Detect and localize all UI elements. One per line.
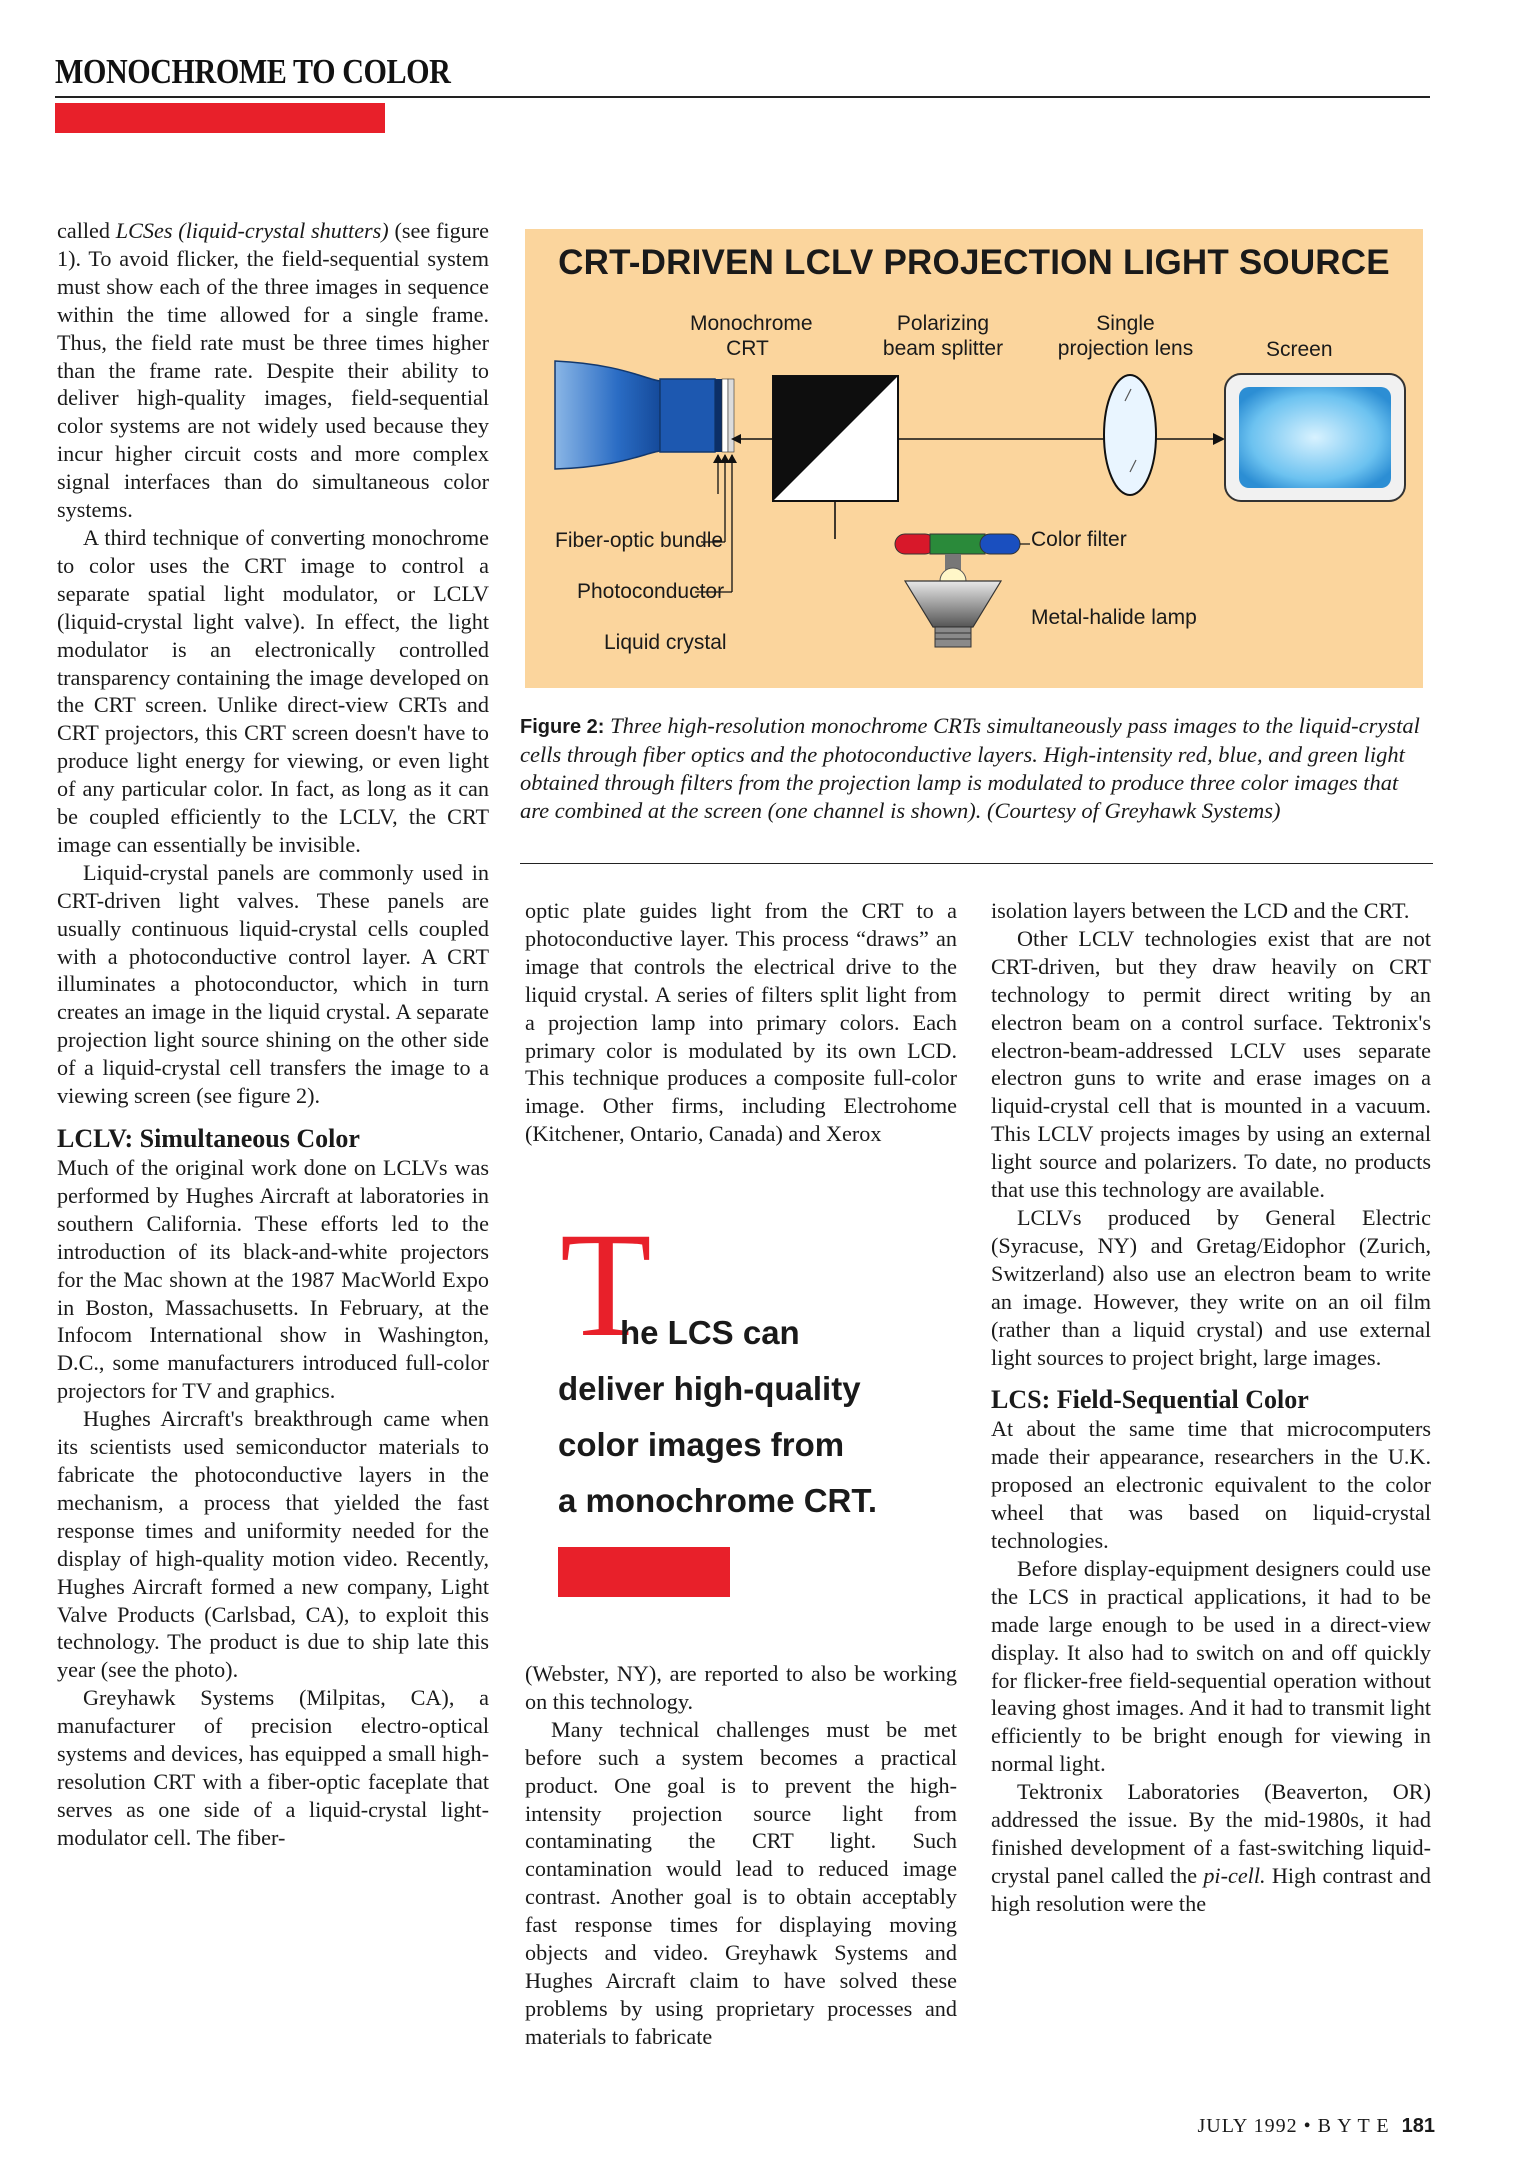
label-screen: Screen — [1266, 338, 1333, 361]
paragraph: optic plate guides light from the CRT to a photoconductive layer. This process “draws” an image that controls the electrical drive to the liquid crystal. A series of filters split light from a projection lamp into primary colors. Each primary color is modulated by its own LCD. This technique produces a composite full-color image. Other firms, including Electrohome (Kitchener, Ontario, Canada) and Xerox — [525, 898, 957, 1147]
page-number: 181 — [1401, 2115, 1435, 2137]
arrow-head — [1213, 433, 1225, 445]
lamp-reflector — [905, 581, 1001, 627]
figure-title: CRT-DRIVEN LCLV PROJECTION LIGHT SOURCE — [558, 243, 1390, 282]
fiber-bundle-layer — [715, 379, 722, 452]
section-title: MONOCHROME TO COLOR — [55, 52, 451, 91]
page-footer — [1197, 2115, 1435, 2138]
label-color-filter: Color filter — [1031, 528, 1127, 551]
paragraph: Much of the original work done on LCLVs was performed by Hughes Aircraft at laboratories in southern California. These efforts led to the introduction of its black-and-white projectors for the Mac shown at the 1987 MacWorld Expo in Boston, Massachusetts. In February, at the Infocom International show in Washington, D.C., some manufacturers introduced full-color projectors for TV and graphics. — [57, 1155, 489, 1404]
crt-face — [660, 379, 715, 452]
liquid-crystal-layer — [728, 379, 734, 452]
caption-rule — [520, 863, 1433, 864]
paragraph: isolation layers between the LCD and the CRT. — [991, 898, 1410, 923]
pullquote-line: color images from — [558, 1426, 845, 1463]
header-rule — [55, 96, 1430, 98]
column-2-bottom — [525, 1660, 957, 2051]
label-crt: Monochrome CRT — [690, 312, 813, 360]
paragraph: Liquid-crystal panels are commonly used in CRT-driven light valves. These panels are usually continuous liquid-crystal cells coupled with a photoconductive control layer. A CRT illuminates a photoconductor, which in turn creates an image in the liquid crystal. A separate projection light source shining on the other side of a liquid-crystal cell transfers the image to a viewing screen (see figure 2). — [57, 859, 489, 1109]
column-2-top — [525, 897, 957, 1148]
label-liquid-crystal: Liquid crystal — [604, 631, 727, 654]
label-lens: Single projection lens — [1057, 312, 1194, 360]
label-photoconductor: Photoconductor — [577, 580, 725, 603]
screen-surface — [1239, 387, 1391, 488]
photoconductor-layer — [722, 379, 728, 452]
filter-green — [930, 534, 985, 554]
figure-diagram — [525, 229, 1423, 688]
caption-text: Three high-resolution monochrome CRTs simultaneously pass images to the liquid-crystal cells through fiber optics and the photoconductive layers. High-intensity red, blue, and green light obtained through filters from the projection lamp is modulated to produce three color images that are combined at the screen (one channel is shown). (Courtesy of Greyhawk Systems) — [520, 713, 1420, 823]
pullquote-line: he LCS can — [620, 1314, 800, 1351]
pullquote-dropcap: T — [560, 1202, 652, 1368]
paragraph: Hughes Aircraft's breakthrough came when its scientists used semiconductor materials to fabricate the photoconductive layers in the mechanism, a process that yielded the fast response times and uniformity needed for the display of high-quality motion video. Recently, Hughes Aircraft formed a new company, Light Valve Products (Carlsbad, CA), to exploit this technology. The product is due to ship late this year (see the photo). — [57, 1406, 489, 1683]
column-3 — [991, 897, 1431, 1918]
subheading-lcs: LCS: Field-Sequential Color — [991, 1385, 1309, 1415]
projection-lens — [1104, 375, 1156, 495]
pullquote-red-bar — [558, 1547, 730, 1597]
label-lamp: Metal-halide lamp — [1031, 606, 1197, 629]
paragraph: called LCSes (liquid-crystal shutters) (see figure 1). To avoid flicker, the field-sequential system must show each of the three images in sequence within the time allowed for a single frame. Thus, the field rate must be three times higher than the frame rate. Despite their ability to deliver high-quality images, field-sequential color systems are not widely used because they incur higher circuit costs and more complex signal interfaces than do simultaneous color systems. — [57, 218, 490, 523]
paragraph: A third technique of converting monochrome to color uses the CRT image to control a separate spatial light modulator, or LCLV (liquid-crystal light valve). In effect, the light modulator is an electronically controlled transparency containing the image developed on the CRT screen. Unlike direct-view CRTs and CRT projectors, this CRT screen doesn't have to produce light energy for viewing, or even light of any particular color. In fact, as long as it can be coupled efficiently to the LCLV, the CRT image can essentially be invisible. — [57, 524, 489, 857]
paragraph: Before display-equipment designers could use the LCS in practical applications, it had to be made large enough to be used in a direct-view display. It also had to switch on and off quickly for flicker-free field-sequential operation without leaving ghost images. And it had to transmit light efficiently to be bright enough for viewing in normal light. — [991, 1555, 1431, 1777]
paragraph: (Webster, NY), are reported to also be working on this technology. — [525, 1661, 957, 1714]
caption-label: Figure 2: — [520, 716, 605, 738]
filter-red — [895, 534, 935, 554]
paragraph: Many technical challenges must be met before such a system becomes a practical product. One goal is to prevent the high-intensity projection source light from contaminating the CRT light. Such contamination would lead to reduced image contrast. Another goal is to obtain acceptably fast response times for displaying moving objects and video. Greyhawk Systems and Hughes Aircraft claim to have solved these problems by using proprietary processes and materials to fabricate — [525, 1716, 957, 2049]
filter-blue — [980, 534, 1020, 554]
figure-caption — [520, 712, 1430, 825]
paragraph: Tektronix Laboratories (Beaverton, OR) addressed the issue. By the mid-1980s, it had finished development of a fast-switching liquid-crystal panel called the pi-cell. High contrast and high resolution were the — [991, 1779, 1431, 1916]
column-1 — [57, 217, 489, 1852]
header-red-bar — [55, 103, 385, 133]
lamp-base — [935, 627, 971, 647]
paragraph: LCLVs produced by General Electric (Syracuse, NY) and Gretag/Eidophor (Zurich, Switzerland) also use an electron beam to write an image. However, they write on an oil film (rather than a liquid crystal) and use external light sources to project bright, large images. — [991, 1204, 1431, 1370]
paragraph: Greyhawk Systems (Milpitas, CA), a manufacturer of precision electro-optical systems and devices, has equipped a small high-resolution CRT with a fiber-optic faceplate that serves as one side of a liquid-crystal light-modulator cell. The fiber- — [57, 1685, 489, 1850]
pullquote-line: a monochrome CRT. — [558, 1482, 878, 1519]
label-fiber: Fiber-optic bundle — [555, 529, 724, 552]
crt-funnel — [555, 361, 660, 469]
pullquote-line: deliver high-quality — [558, 1370, 861, 1407]
paragraph: At about the same time that microcomputers made their appearance, researchers in the U.K. proposed an electronic equivalent to the color wheel that was based on liquid-crystal technologies. — [991, 1416, 1431, 1554]
footer-issue: JULY 1992 • B Y T E — [1197, 2115, 1390, 2137]
paragraph: Other LCLV technologies exist that are not CRT-driven, but they draw heavily on CRT technology to permit direct writing by an electron beam on a control surface. Tektronix's electron-beam-addressed LCLV uses separate electron guns to write and erase images on a liquid-crystal cell that is mounted in a vacuum. This LCLV projects images by using an external light source and polarizers. To date, no products that use this technology are available. — [991, 925, 1431, 1203]
arrow-head — [727, 454, 737, 463]
label-splitter: Polarizing beam splitter — [882, 312, 1004, 360]
subheading-lclv: LCLV: Simultaneous Color — [57, 1124, 360, 1153]
